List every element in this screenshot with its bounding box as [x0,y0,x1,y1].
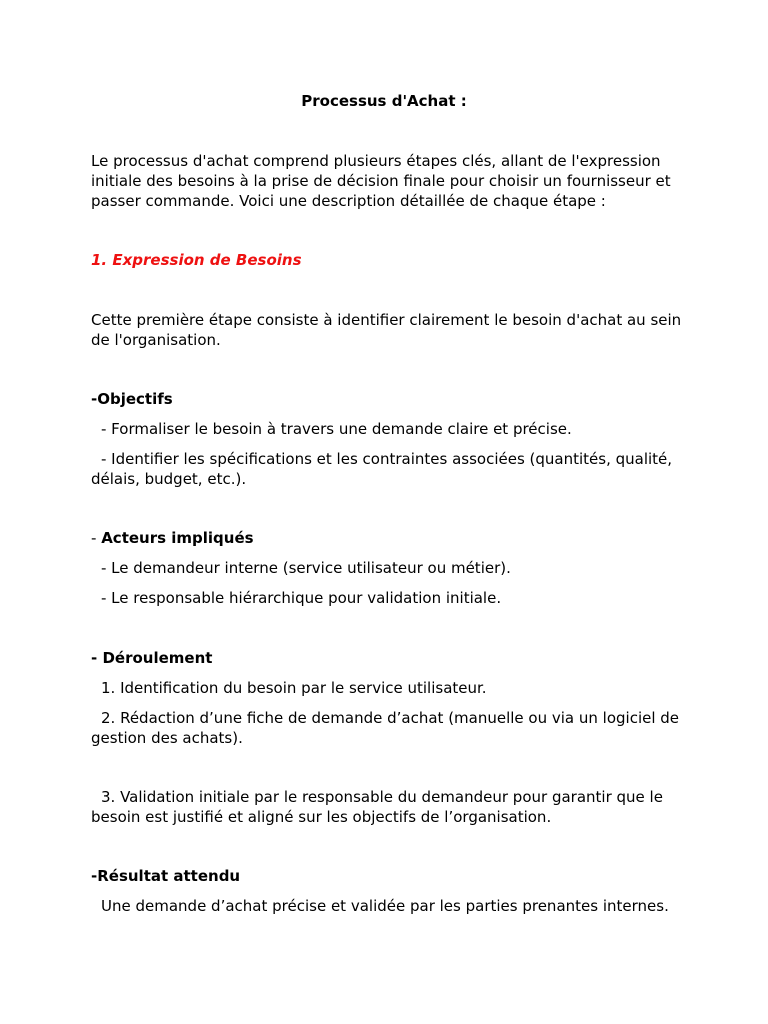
acteurs-heading: - Acteurs impliqués [91,529,254,547]
objectifs-item: - Identifier les spécifications et les contraintes associées (quantités, qualité, délais, budget, etc.). [91,450,673,488]
objectifs-item: - Formaliser le besoin à travers une demande claire et précise. [101,420,572,438]
section-description: Cette première étape consiste à identifier clairement le besoin d'achat au sein de l'organisation. [91,311,682,349]
deroulement-item: 1. Identification du besoin par le service utilisateur. [101,679,487,697]
section-heading: 1. Expression de Besoins [91,251,302,269]
intro-paragraph: Le processus d'achat comprend plusieurs étapes clés, allant de l'expression initiale des besoins à la prise de décision finale pour choisir un fournisseur et passer commande. Voici une description détaillée de chaque étape : [91,152,671,210]
deroulement-heading: - Déroulement [91,649,213,667]
resultat-heading: -Résultat attendu [91,867,241,885]
acteurs-item: - Le responsable hiérarchique pour validation initiale. [101,589,502,607]
deroulement-item: 3. Validation initiale par le responsable du demandeur pour garantir que le besoin est justifié et aligné sur les objectifs de l’organisation. [91,788,663,826]
resultat-text: Une demande d’achat précise et validée par les parties prenantes internes. [101,897,669,915]
deroulement-item: 2. Rédaction d’une fiche de demande d’achat (manuelle ou via un logiciel de gestion des achats). [91,709,680,747]
objectifs-heading: -Objectifs [91,390,173,408]
acteurs-item: - Le demandeur interne (service utilisateur ou métier). [101,559,511,577]
document-title: Processus d'Achat : [301,92,467,110]
